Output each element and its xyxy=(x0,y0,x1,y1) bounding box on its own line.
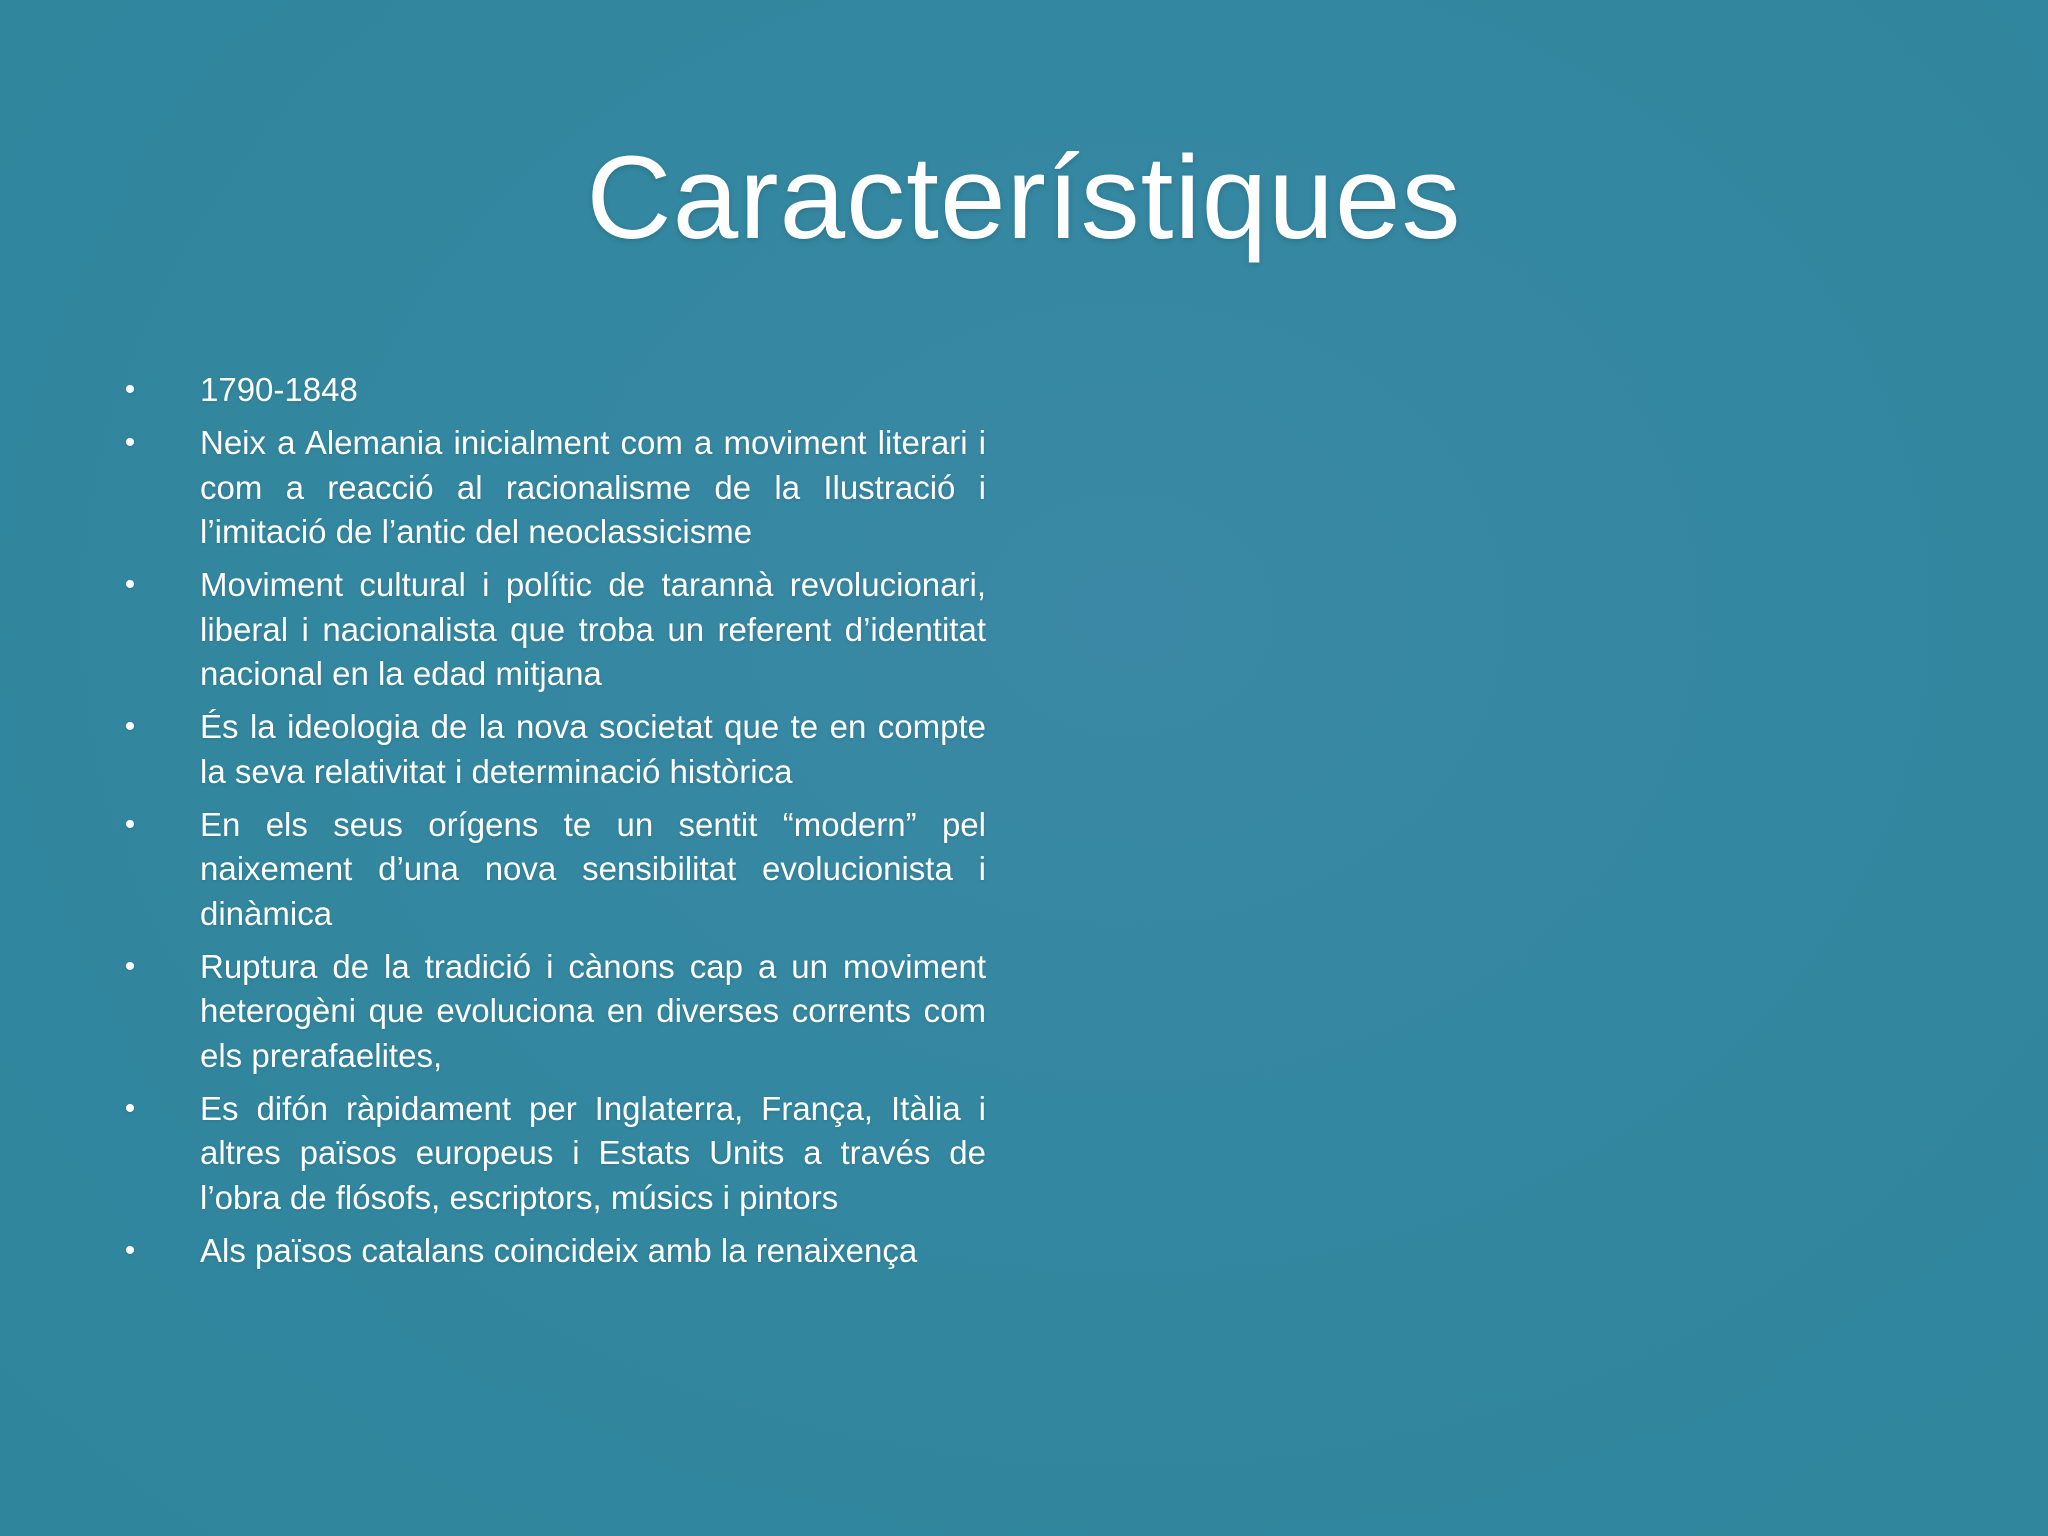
bullet-icon: • xyxy=(124,949,136,983)
bullet-icon: • xyxy=(124,568,136,601)
bullet-item xyxy=(120,563,986,697)
slide-title: Característiques xyxy=(586,132,1462,264)
bullet-item xyxy=(120,1087,986,1221)
bullet-icon: • xyxy=(124,1233,136,1267)
bullet-text: És la ideologia de la nova societat que te en compte la seva relativitat i determinació històrica xyxy=(200,708,986,790)
bullet-text: Es difón ràpidament per Inglaterra, França, Itàlia i altres països europeus i Estats Units a través de l’obra de flósofs, escriptors, músics i pintors xyxy=(200,1089,986,1216)
bullet-item xyxy=(120,1229,986,1274)
bullet-text: Als països catalans coincideix amb la renaixença xyxy=(200,1231,918,1269)
bullet-text: Ruptura de la tradició i cànons cap a un moviment heterogèni que evoluciona en diverses corrents com els prerafaelites, xyxy=(200,947,986,1074)
bullet-item xyxy=(120,368,986,413)
bullet-text: Neix a Alemania inicialment com a moviment literari i com a reacció al racionalisme de la Ilustració i l’imitació de l’antic del neoclassicisme xyxy=(200,424,986,550)
bullet-icon: • xyxy=(124,807,136,841)
bullet-text: Moviment cultural i polític de tarannà revolucionari, liberal i nacionalista que troba un referent d’identitat nacional en la edad mitjana xyxy=(200,566,986,692)
bullet-list xyxy=(120,368,986,1282)
bullet-icon: • xyxy=(124,1091,136,1125)
bullet-item xyxy=(120,421,986,555)
bullet-icon: • xyxy=(124,710,136,743)
bullet-icon: • xyxy=(124,373,136,406)
bullet-icon: • xyxy=(124,426,136,459)
bullet-item xyxy=(120,705,986,794)
bullet-item xyxy=(120,803,986,937)
bullet-text: 1790-1848 xyxy=(200,371,358,408)
bullet-text: En els seus orígens te un sentit “modern” pel naixement d’una nova sensibilitat evolucionista i dinàmica xyxy=(200,805,986,932)
bullet-item xyxy=(120,945,986,1079)
